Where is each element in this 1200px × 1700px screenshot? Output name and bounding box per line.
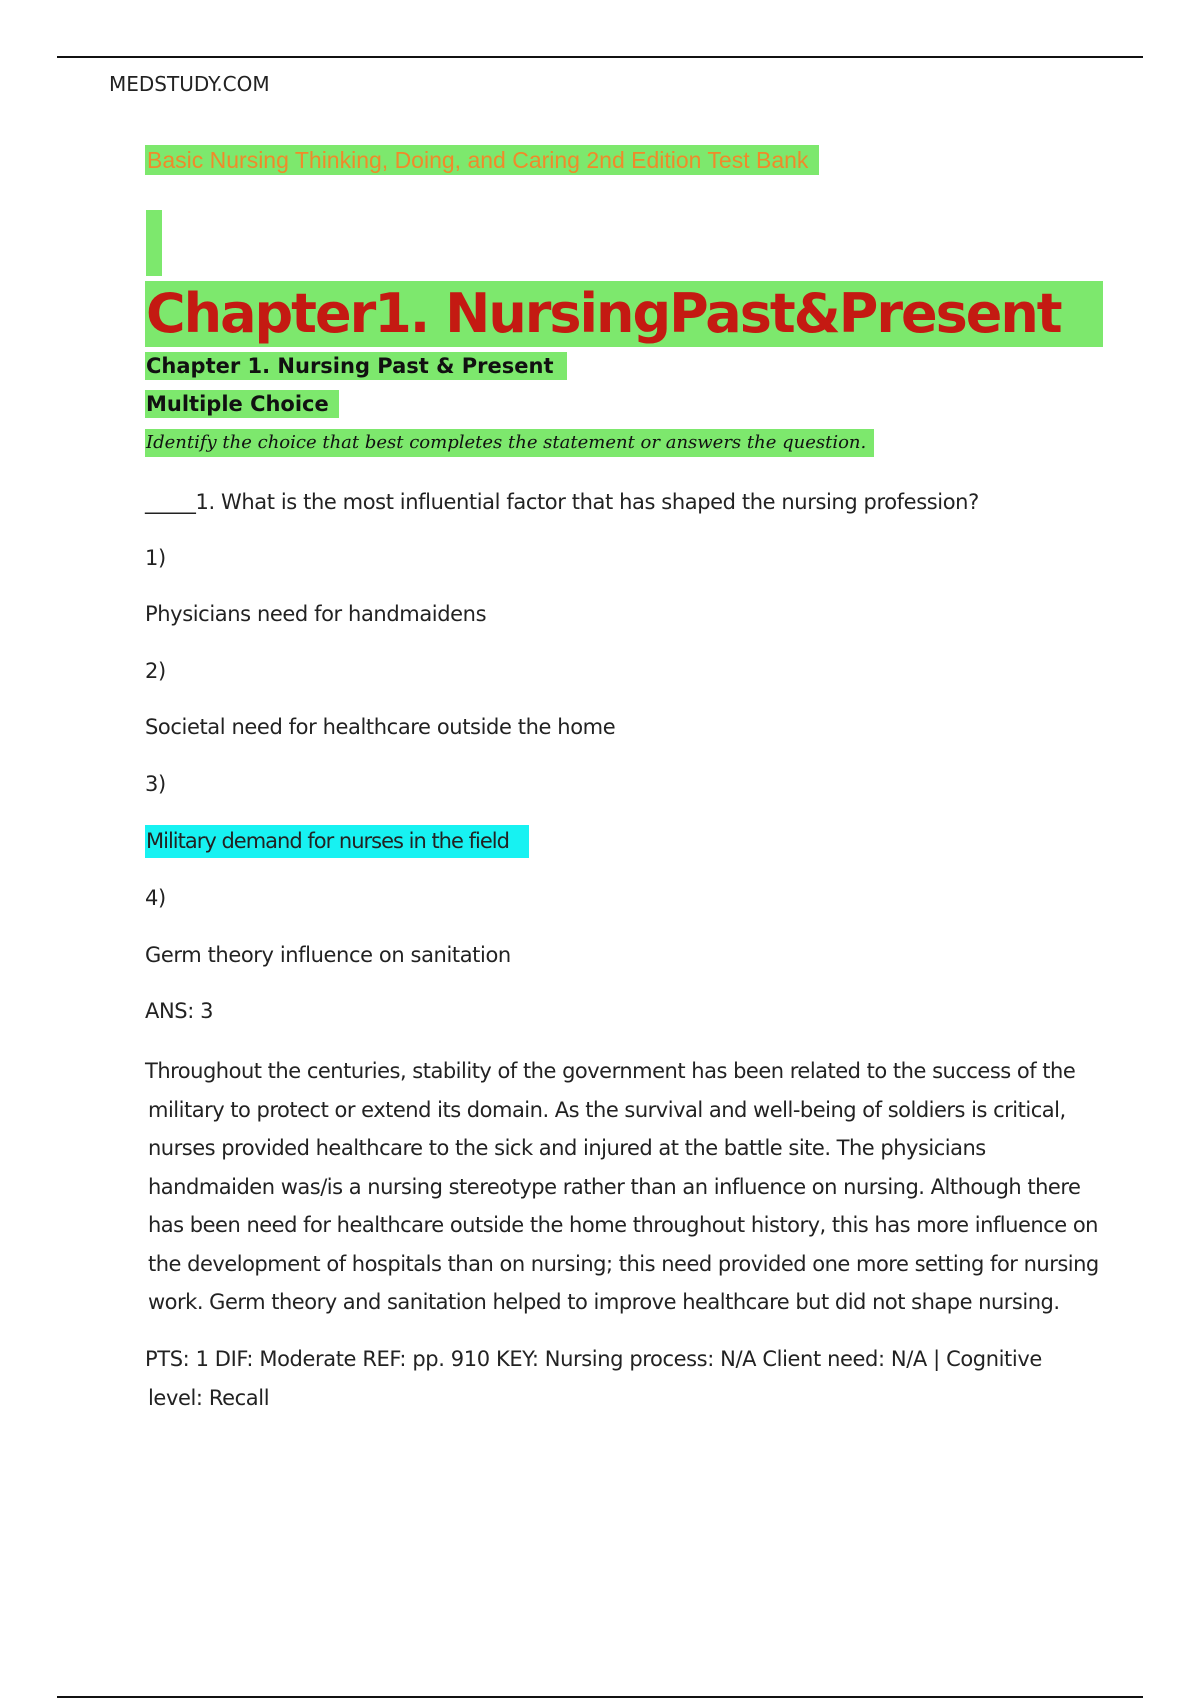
option-2-number: 2)	[145, 659, 166, 683]
rationale-line: military to protect or extend its domain. As the survival and well-being of soldiers is critical,	[148, 1097, 1066, 1122]
answer-key: ANS: 3	[145, 999, 214, 1023]
option-3-text-highlighted: Military demand for nurses in the field	[145, 825, 529, 858]
option-3-number: 3)	[145, 772, 166, 796]
bottom-rule	[57, 1696, 1143, 1698]
option-1-text: Physicians need for handmaidens	[145, 602, 487, 626]
instructions: Identify the choice that best completes the statement or answers the question.	[145, 429, 874, 457]
rationale-line: has been need for healthcare outside the home throughout history, this has more influence on	[148, 1213, 1098, 1237]
section-heading: Multiple Choice	[145, 390, 339, 418]
option-4-number: 4)	[145, 886, 166, 910]
highlight-bar	[146, 210, 162, 276]
rationale-line: Throughout the centuries, stability of the government has been related to the success of the	[145, 1059, 1076, 1083]
rationale-line: nurses provided healthcare to the sick and injured at the battle site. The physicians	[148, 1136, 986, 1160]
rationale	[145, 1052, 1099, 1322]
option-2-text: Societal need for healthcare outside the home	[145, 715, 616, 739]
chapter-heading: Chapter1. NursingPast&Present	[145, 281, 1103, 347]
site-name: MEDSTUDY.COM	[109, 72, 270, 96]
rationale-line: handmaiden was/is a nursing stereotype rather than an influence on nursing. Although there	[148, 1174, 1081, 1199]
chapter-subheading: Chapter 1. Nursing Past & Present	[145, 352, 567, 380]
option-4-text: Germ theory influence on sanitation	[145, 943, 511, 967]
question-metadata: PTS: 1 DIF: Moderate REF: pp. 910 KEY: Nursing process: N/A Client need: N/A | Cognitive	[145, 1347, 1042, 1371]
book-title: Basic Nursing Thinking, Doing, and Caring 2nd Edition Test Bank	[145, 145, 819, 175]
question-stem: _____1. What is the most influential factor that has shaped the nursing profession?	[145, 490, 979, 514]
rationale-line: work. Germ theory and sanitation helped to improve healthcare but did not shape nursing.	[148, 1290, 1060, 1314]
option-1-number: 1)	[145, 546, 166, 570]
rationale-line: the development of hospitals than on nursing; this need provided one more setting for nursing	[148, 1251, 1099, 1276]
top-rule	[57, 56, 1143, 58]
question-metadata-continued: level: Recall	[148, 1386, 270, 1410]
